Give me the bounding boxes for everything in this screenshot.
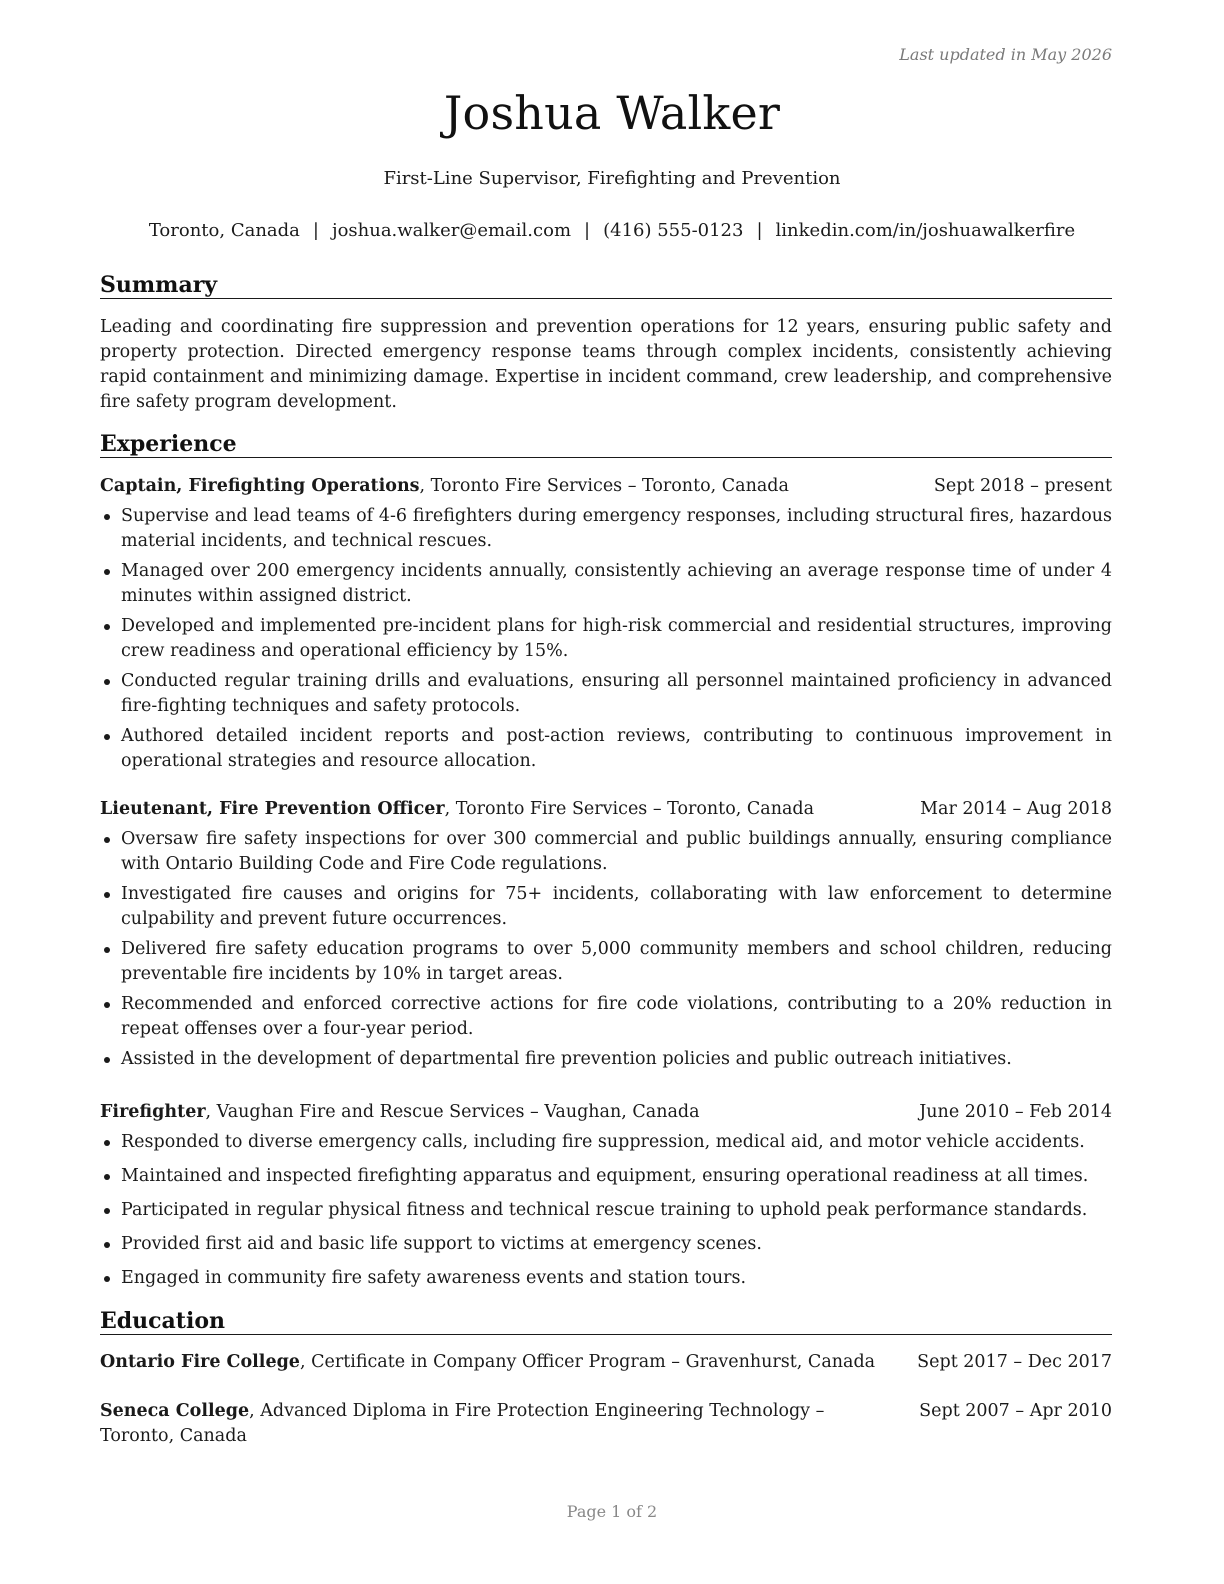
job-position xyxy=(100,797,814,822)
bullet-text: Conducted regular training drills and evaluations, ensuring all personnel maintained proficiency in advanced fire-fighting techniques and safety protocols. xyxy=(121,671,1112,716)
list-item xyxy=(100,669,1112,719)
job-entry xyxy=(100,1100,1112,1291)
list-item xyxy=(100,504,1112,554)
contact-separator: | xyxy=(584,220,591,241)
summary-heading: Summary xyxy=(100,272,1112,299)
education-entry xyxy=(100,1350,1112,1375)
job-position xyxy=(100,474,789,499)
bullet-icon xyxy=(104,1057,110,1063)
job-entry xyxy=(100,797,1112,1072)
bullet-icon xyxy=(104,947,110,953)
education-program: , Advanced Diploma in Fire Protection Engineering Technology – Toronto, Canada xyxy=(100,1401,825,1446)
bullet-text: Responded to diverse emergency calls, including fire suppression, medical aid, and motor vehicle accidents. xyxy=(121,1132,1085,1152)
page-number: Page 1 of 2 xyxy=(566,1502,658,1521)
list-item xyxy=(100,1047,1112,1072)
job-organization: , Toronto Fire Services – Toronto, Canada xyxy=(444,799,815,819)
experience-heading: Experience xyxy=(100,431,1112,458)
contact-separator: | xyxy=(312,220,319,241)
contact-email[interactable]: joshua.walker@email.com xyxy=(331,220,572,241)
bullet-text: Assisted in the development of departmental fire prevention policies and public outreach initiatives. xyxy=(121,1049,1012,1069)
bullet-icon xyxy=(104,837,110,843)
job-dates: Mar 2014 – Aug 2018 xyxy=(920,799,1112,819)
bullet-icon xyxy=(104,1140,110,1146)
contact-phone[interactable]: (416) 555-0123 xyxy=(603,220,744,241)
experience-section xyxy=(100,431,1112,1291)
list-item xyxy=(100,1198,1112,1223)
bullet-icon xyxy=(104,1242,110,1248)
education-dates: Sept 2017 – Dec 2017 xyxy=(917,1352,1112,1372)
candidate-headline: First-Line Supervisor, Firefighting and Prevention xyxy=(383,168,841,189)
job-bullets xyxy=(100,504,1112,774)
education-institution: Seneca College xyxy=(100,1401,250,1421)
bullet-icon xyxy=(104,1208,110,1214)
job-dates: June 2010 – Feb 2014 xyxy=(919,1102,1112,1122)
job-bullets xyxy=(100,1130,1112,1291)
list-item xyxy=(100,1266,1112,1291)
education-section xyxy=(100,1308,1112,1449)
summary-text: Leading and coordinating fire suppression and prevention operations for 12 years, ensuring public safety and property protection. Directed emergency response teams through complex incidents, consistently achieving rapid containment and minimizing damage. Expertise in incident command, crew leadership, and comprehensive fire safety program development. xyxy=(100,317,1112,412)
job-organization: , Vaughan Fire and Rescue Services – Vaughan, Canada xyxy=(205,1102,700,1122)
contact-line xyxy=(0,220,1224,241)
list-item xyxy=(100,559,1112,609)
candidate-name: Joshua Walker xyxy=(443,86,781,140)
job-header xyxy=(100,1100,1112,1125)
list-item xyxy=(100,882,1112,932)
education-program: , Certificate in Company Officer Program – Gravenhurst, Canada xyxy=(299,1352,876,1372)
job-title: Lieutenant, Fire Prevention Officer xyxy=(100,799,445,819)
bullet-text: Engaged in community fire safety awareness events and station tours. xyxy=(121,1268,747,1288)
last-updated-note: Last updated in May 2026 xyxy=(899,45,1112,64)
bullet-icon xyxy=(104,1276,110,1282)
bullet-text: Recommended and enforced corrective actions for fire code violations, contributing to a 20% reduction in repeat offenses over a four-year period. xyxy=(121,994,1112,1039)
bullet-icon xyxy=(104,1002,110,1008)
list-item xyxy=(100,1164,1112,1189)
bullet-icon xyxy=(104,734,110,740)
bullet-icon xyxy=(104,569,110,575)
education-details xyxy=(100,1399,890,1449)
bullet-icon xyxy=(104,1174,110,1180)
contact-separator: | xyxy=(756,220,763,241)
job-position xyxy=(100,1100,700,1125)
bullet-icon xyxy=(104,892,110,898)
bullet-text: Developed and implemented pre-incident plans for high-risk commercial and residential structures, improving crew readiness and operational efficiency by 15%. xyxy=(121,616,1112,661)
job-organization: , Toronto Fire Services – Toronto, Canada xyxy=(419,476,789,496)
job-title: Captain, Firefighting Operations xyxy=(100,476,420,496)
list-item xyxy=(100,614,1112,664)
bullet-icon xyxy=(104,679,110,685)
bullet-text: Supervise and lead teams of 4-6 firefighters during emergency responses, including structural fires, hazardous material incidents, and technical rescues. xyxy=(121,506,1112,551)
bullet-text: Maintained and inspected firefighting apparatus and equipment, ensuring operational readiness at all times. xyxy=(121,1166,1089,1186)
education-details xyxy=(100,1350,890,1375)
bullet-text: Delivered fire safety education programs to over 5,000 community members and school children, reducing preventable fire incidents by 10% in target areas. xyxy=(121,939,1112,984)
summary-section xyxy=(100,272,1112,415)
job-bullets xyxy=(100,827,1112,1072)
list-item xyxy=(100,827,1112,877)
bullet-text: Investigated fire causes and origins for 75+ incidents, collaborating with law enforcement to determine culpability and prevent future occurrences. xyxy=(121,884,1112,929)
contact-linkedin[interactable]: linkedin.com/in/joshuawalkerfire xyxy=(775,220,1076,241)
bullet-text: Provided first aid and basic life support to victims at emergency scenes. xyxy=(121,1234,762,1254)
education-entry xyxy=(100,1399,1112,1449)
list-item xyxy=(100,937,1112,987)
job-header xyxy=(100,797,1112,822)
bullet-icon xyxy=(104,624,110,630)
job-dates: Sept 2018 – present xyxy=(933,476,1112,496)
bullet-text: Authored detailed incident reports and post-action reviews, contributing to continuous improvement in operational strategies and resource allocation. xyxy=(121,726,1112,771)
bullet-text: Managed over 200 emergency incidents annually, consistently achieving an average response time of under 4 minutes within assigned district. xyxy=(121,561,1112,606)
list-item xyxy=(100,1232,1112,1257)
education-institution: Ontario Fire College xyxy=(100,1352,300,1372)
job-entry xyxy=(100,474,1112,774)
education-dates: Sept 2007 – Apr 2010 xyxy=(919,1401,1112,1421)
bullet-icon xyxy=(104,514,110,520)
job-title: Firefighter xyxy=(100,1102,206,1122)
job-header xyxy=(100,474,1112,499)
contact-location: Toronto, Canada xyxy=(148,220,300,241)
bullet-text: Participated in regular physical fitness and technical rescue training to uphold peak performance standards. xyxy=(121,1200,1088,1220)
list-item xyxy=(100,992,1112,1042)
education-heading: Education xyxy=(100,1308,1112,1335)
list-item xyxy=(100,1130,1112,1155)
list-item xyxy=(100,724,1112,774)
bullet-text: Oversaw fire safety inspections for over 300 commercial and public buildings annually, ensuring compliance with Ontario Building Code and Fire Code regulations. xyxy=(121,829,1112,874)
